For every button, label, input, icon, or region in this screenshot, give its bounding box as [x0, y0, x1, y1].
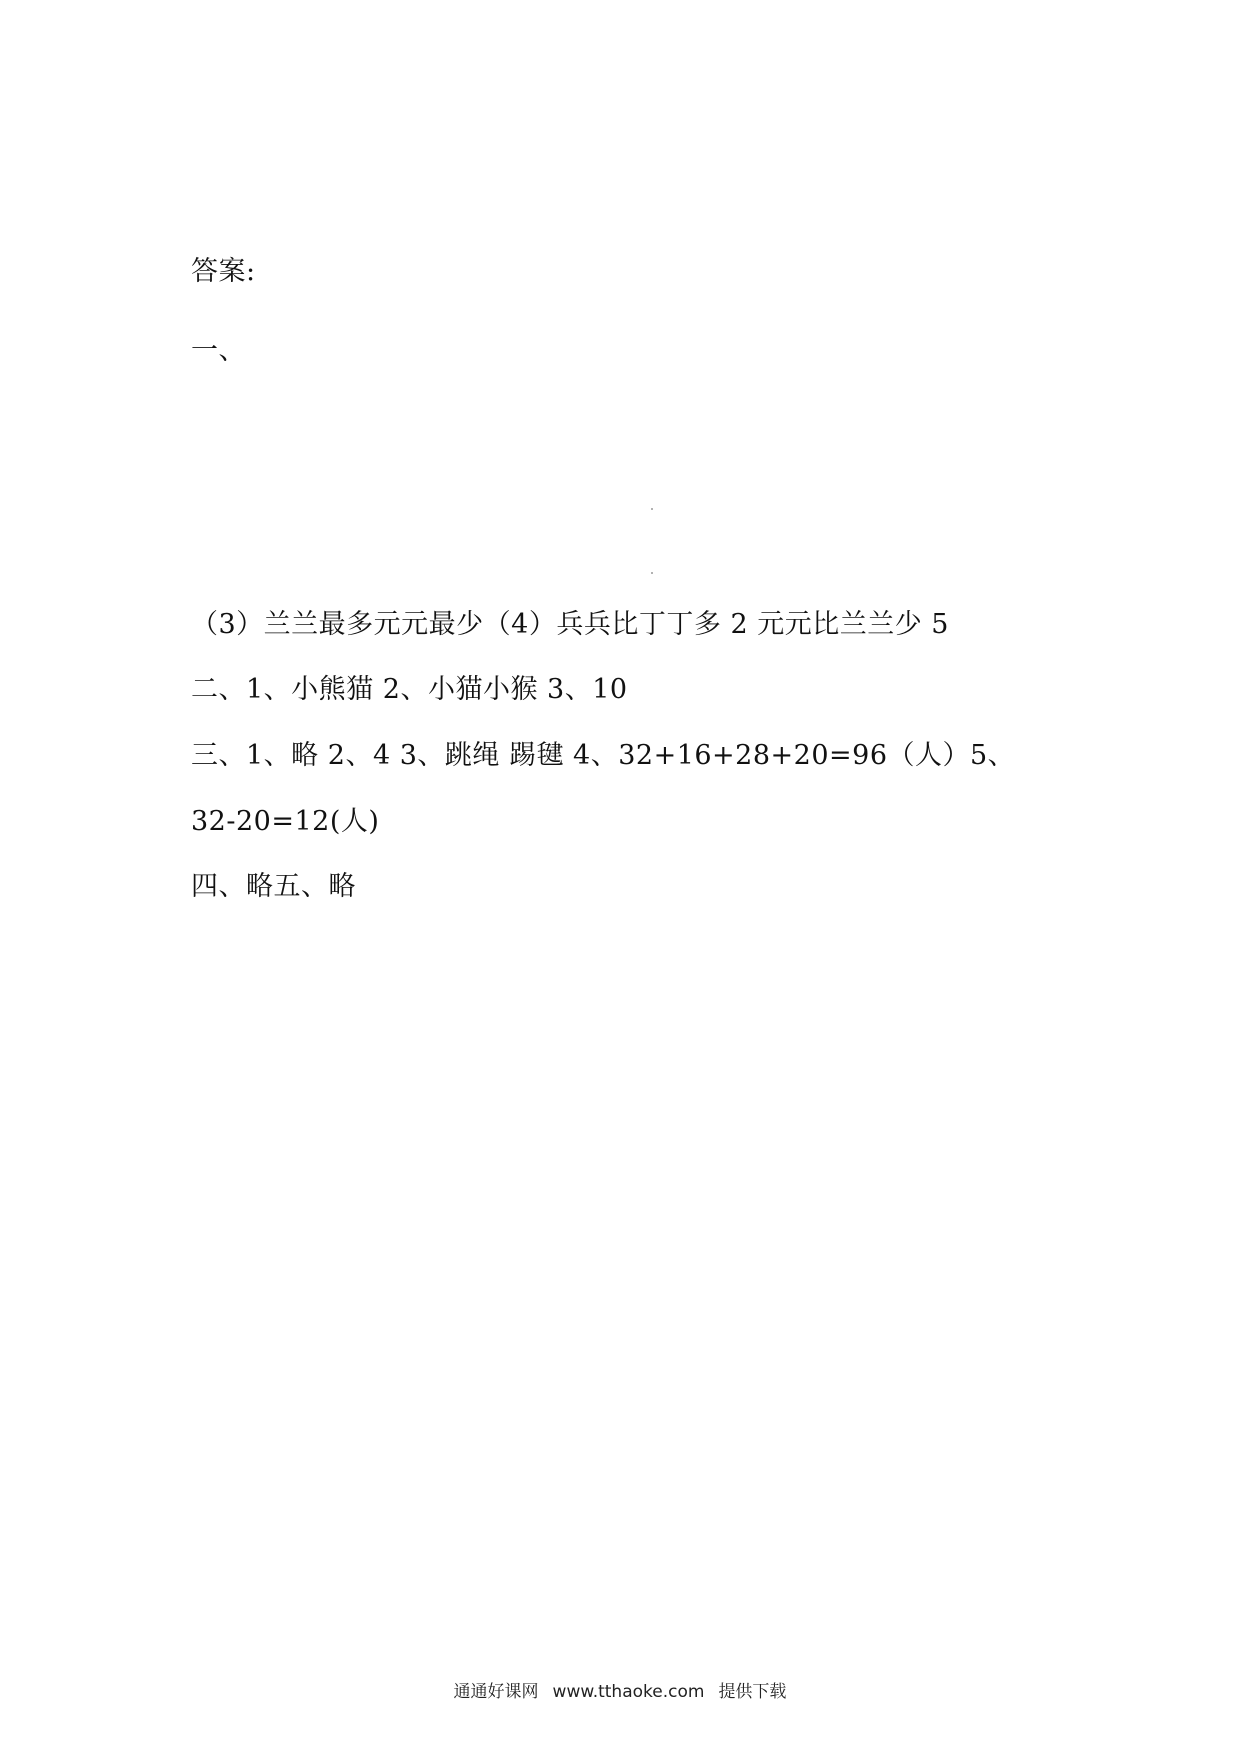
section-one-label: 一、: [191, 335, 246, 366]
answer-line-3-4: （3）兰兰最多元元最少（4）兵兵比丁丁多 2 元元比兰兰少 5: [191, 609, 949, 640]
answer-line-section-three: 三、1、略 2、4 3、跳绳 踢毽 4、32+16+28+20=96（人）5、: [191, 740, 1016, 771]
scan-speck: [651, 508, 653, 510]
answer-line-section-three-cont: 32-20=12(人): [191, 806, 380, 837]
footer-suffix: 提供下载: [718, 1682, 787, 1702]
footer-site-name: 通通好课网: [453, 1682, 539, 1702]
footer-url[interactable]: www.tthaoke.com: [552, 1682, 705, 1702]
scan-speck: [651, 572, 653, 574]
answer-line-section-two: 二、1、小熊猫 2、小猫小猴 3、10: [191, 674, 628, 705]
answer-heading: 答案:: [191, 256, 256, 287]
page-footer: [0, 1680, 1240, 1704]
answer-line-section-four-five: 四、略五、略: [191, 871, 356, 902]
